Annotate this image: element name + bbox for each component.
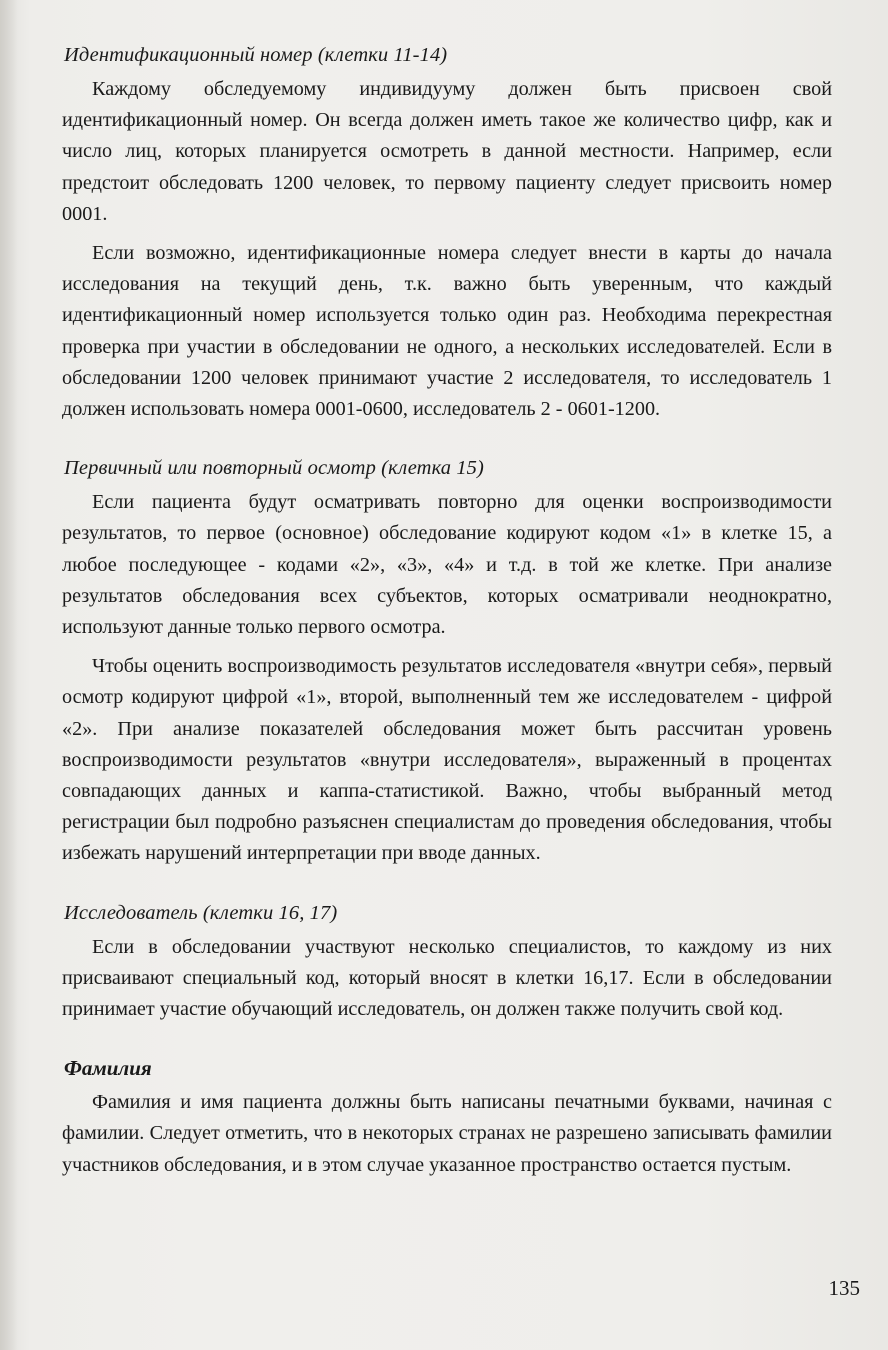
section-examiner bbox=[62, 898, 832, 1026]
paragraph: Если в обследовании участвуют несколько специалистов, то каждому из них присваивают специальный код, который вносят в клетки 16,17. Если в обследовании принимает участие обучающий исследователь, он должен также получить свой код. bbox=[62, 935, 832, 1021]
paragraph: Если возможно, идентификационные номера следует внести в карты до начала исследования на текущий день, т.к. важно быть уверенным, что каждый идентификационный номер используется только один раз. Необходима перекрестная проверка при участии в обследовании не одного, а нескольких исследователей. Если в обследовании 1200 человек принимают участие 2 исследователя, то исследователь 1 должен использовать номера 0001-0600, исследователь 2 - 0601-1200. bbox=[62, 242, 832, 421]
section-heading: Идентификационный номер (клетки 11-14) bbox=[64, 44, 448, 66]
paragraph: Чтобы оценить воспроизводимость результатов исследователя «внутри себя», первый осмотр кодируют цифрой «1», второй, выполненный тем же исследователем - цифрой «2». При анализе показателей обследования может быть рассчитан уровень воспроизводимости результатов «внутри исследователя», выраженный в процентах совпадающих данных и каппа-статистикой. Важно, чтобы выбранный метод регистрации был подробно разъяснен специалистам до проведения обследования, чтобы избежать нарушений интерпретации при вводе данных. bbox=[62, 655, 832, 865]
paragraph: Фамилия и имя пациента должны быть написаны печатными буквами, начиная с фамилии. Следует отметить, что в некоторых странах не разрешено записывать фамилии участников обследования, и в этом случае указанное пространство остается пустым. bbox=[62, 1091, 832, 1176]
section-heading: Первичный или повторный осмотр (клетка 15) bbox=[64, 457, 484, 480]
section-identification-number bbox=[62, 40, 832, 425]
binding-shadow bbox=[0, 0, 18, 1350]
section-heading: Фамилия bbox=[64, 1056, 152, 1081]
page-number: 135 bbox=[828, 1276, 860, 1300]
section-primary-or-repeat-exam bbox=[62, 453, 832, 869]
paragraph: Каждому обследуемому индивидууму должен быть присвоен свой идентификационный номер. Он всегда должен иметь такое же количество цифр, как и число лиц, которых планируется осмотреть в данной местности. Например, если предстоит обследовать 1200 человек, то первому пациенту следует присвоить номер 0001. bbox=[62, 78, 832, 225]
page-content bbox=[62, 40, 832, 1189]
paragraph: Если пациента будут осматривать повторно для оценки воспроизводимости результатов, то первое (основное) обследование кодируют кодом «1» в клетке 15, а любое последующее - кодами «2», «3», «4» и т.д. в той же клетке. При анализе результатов обследования всех субъектов, которых осматривали неоднократно, используют данные только первого осмотра. bbox=[62, 491, 832, 639]
section-heading: Исследователь (клетки 16, 17) bbox=[64, 901, 338, 924]
section-surname bbox=[62, 1053, 832, 1181]
